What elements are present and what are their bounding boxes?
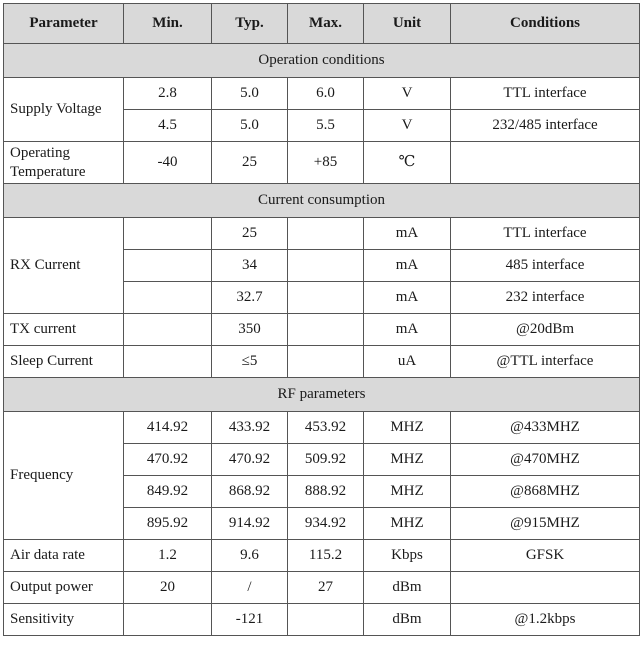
cell: 4.5 — [124, 110, 212, 142]
cell: 1.2 — [124, 540, 212, 572]
cell: 5.5 — [288, 110, 364, 142]
cell: 27 — [288, 572, 364, 604]
section-title: Current consumption — [4, 184, 640, 218]
cell: 433.92 — [212, 412, 288, 444]
param-label: Sensitivity — [4, 604, 124, 636]
cell: V — [364, 78, 451, 110]
cell: 232/485 interface — [451, 110, 640, 142]
header-cell: Min. — [124, 4, 212, 44]
param-label: TX current — [4, 314, 124, 346]
cell — [124, 282, 212, 314]
header-cell: Conditions — [451, 4, 640, 44]
cell: MHZ — [364, 508, 451, 540]
cell: 485 interface — [451, 250, 640, 282]
cell — [288, 314, 364, 346]
cell — [124, 604, 212, 636]
section-row — [4, 378, 640, 412]
cell: 914.92 — [212, 508, 288, 540]
table-row — [4, 346, 640, 378]
cell: MHZ — [364, 476, 451, 508]
cell: 34 — [212, 250, 288, 282]
cell — [124, 314, 212, 346]
param-label-line: Temperature — [10, 163, 86, 180]
cell: dBm — [364, 604, 451, 636]
cell: dBm — [364, 572, 451, 604]
cell: 350 — [212, 314, 288, 346]
cell — [288, 604, 364, 636]
section-title: Operation conditions — [4, 44, 640, 78]
cell: @433MHZ — [451, 412, 640, 444]
cell: 9.6 — [212, 540, 288, 572]
table-row — [4, 78, 640, 110]
section-row — [4, 44, 640, 78]
cell: 470.92 — [124, 444, 212, 476]
cell: -40 — [124, 142, 212, 184]
table-row — [4, 604, 640, 636]
cell: 2.8 — [124, 78, 212, 110]
cell: 414.92 — [124, 412, 212, 444]
cell — [451, 572, 640, 604]
cell: 888.92 — [288, 476, 364, 508]
table-row — [4, 412, 640, 444]
cell: 20 — [124, 572, 212, 604]
cell: @20dBm — [451, 314, 640, 346]
cell — [124, 218, 212, 250]
cell: 470.92 — [212, 444, 288, 476]
cell: ℃ — [364, 142, 451, 184]
cell: 934.92 — [288, 508, 364, 540]
header-cell: Max. — [288, 4, 364, 44]
cell: @1.2kbps — [451, 604, 640, 636]
rf-module-spec-table — [3, 3, 640, 636]
param-label: Frequency — [4, 412, 124, 540]
cell: mA — [364, 314, 451, 346]
cell: TTL interface — [451, 218, 640, 250]
cell: 232 interface — [451, 282, 640, 314]
cell: V — [364, 110, 451, 142]
param-label: Sleep Current — [4, 346, 124, 378]
cell: 5.0 — [212, 78, 288, 110]
param-label: Supply Voltage — [4, 78, 124, 142]
cell — [288, 282, 364, 314]
cell: mA — [364, 218, 451, 250]
cell: Kbps — [364, 540, 451, 572]
cell: / — [212, 572, 288, 604]
cell: 25 — [212, 218, 288, 250]
cell: mA — [364, 282, 451, 314]
header-cell: Typ. — [212, 4, 288, 44]
section-title: RF parameters — [4, 378, 640, 412]
cell: TTL interface — [451, 78, 640, 110]
cell: uA — [364, 346, 451, 378]
cell — [288, 218, 364, 250]
section-row — [4, 184, 640, 218]
table-row — [4, 218, 640, 250]
cell: +85 — [288, 142, 364, 184]
header-cell: Unit — [364, 4, 451, 44]
cell: -121 — [212, 604, 288, 636]
cell: 115.2 — [288, 540, 364, 572]
cell — [124, 346, 212, 378]
cell: 849.92 — [124, 476, 212, 508]
cell: MHZ — [364, 444, 451, 476]
cell: mA — [364, 250, 451, 282]
cell: 453.92 — [288, 412, 364, 444]
param-label: Air data rate — [4, 540, 124, 572]
cell: @470MHZ — [451, 444, 640, 476]
cell: @868MHZ — [451, 476, 640, 508]
param-label-line: Operating — [10, 144, 70, 161]
table-row — [4, 572, 640, 604]
cell: 5.0 — [212, 110, 288, 142]
cell: ≤5 — [212, 346, 288, 378]
cell: 32.7 — [212, 282, 288, 314]
cell: 25 — [212, 142, 288, 184]
cell: 6.0 — [288, 78, 364, 110]
param-label — [4, 142, 124, 184]
cell: 868.92 — [212, 476, 288, 508]
cell — [288, 346, 364, 378]
header-cell: Parameter — [4, 4, 124, 44]
param-label: Output power — [4, 572, 124, 604]
table-row — [4, 540, 640, 572]
table-row — [4, 314, 640, 346]
cell: GFSK — [451, 540, 640, 572]
cell — [288, 250, 364, 282]
cell: @915MHZ — [451, 508, 640, 540]
cell: @TTL interface — [451, 346, 640, 378]
cell: 509.92 — [288, 444, 364, 476]
cell — [451, 142, 640, 184]
cell: 895.92 — [124, 508, 212, 540]
cell — [124, 250, 212, 282]
header-row — [4, 4, 640, 44]
cell: MHZ — [364, 412, 451, 444]
table-row — [4, 142, 640, 184]
param-label: RX Current — [4, 218, 124, 314]
